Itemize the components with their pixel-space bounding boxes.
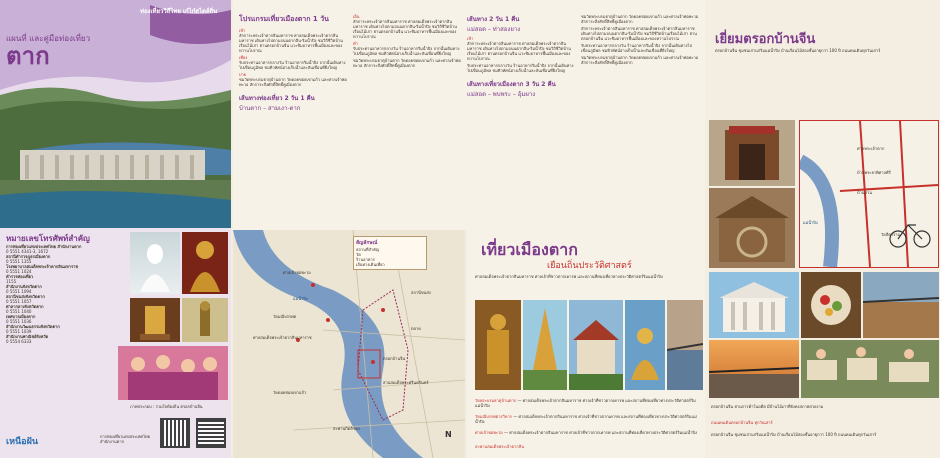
program-title-2day: เส้นทางท่องเที่ยว 2 วัน 1 คืน [239, 95, 315, 102]
map-label: ศาลสมเด็จพระเจ้าตากสินมหาราช [253, 335, 312, 340]
program-col-4 [581, 14, 699, 65]
river-bridge-photo [667, 300, 703, 390]
program-body-1: สักการะพระเจ้าตากสินมหาราช ศาลสมเด็จพระเจ้าตากสินมหาราช เดินทางไปตามถนนตากสิน-ริมน้ำปิง ชมวิถีชีวิตบ้านเรือนไม้เก่า ย่านตรอกบ้านจีน แวะชิมอาหารพื้นเมืองและของหวานโบราณ [239, 33, 343, 53]
chinatown-title: เยี่ยมตรอกบ้านจีน [715, 32, 816, 47]
chinatown-panel [707, 0, 940, 458]
history-title: เที่ยวเมืองตาก [481, 240, 578, 259]
chinatown-intro: ตรอกบ้านจีน ชุมชนเก่าแก่ริมแม่น้ำปิง บ้านเรือนไม้สองชั้นอายุกว่า 100 ปี ถนนคนเดินทุกวันเสาร์ [715, 48, 881, 53]
cover-panel [0, 0, 231, 228]
program-title-1day: โปรแกรมเที่ยวเมืองตาก 1 วัน [239, 15, 329, 23]
temple-interior-photo [130, 298, 180, 342]
contact-item: สถานีขนส่งจังหวัดตาก 0 5551 1057 [6, 294, 45, 304]
label-evening: เย็น [353, 14, 360, 19]
golden-statue-photo [182, 232, 228, 294]
sunset-river-photo [709, 340, 799, 398]
legend-item: วัด [356, 252, 361, 257]
history-item: ศาลเจ้าพ่อพะวอ — ศาลสมเด็จพระเจ้าตากสินมหาราช ศาลเจ้าที่ชาวตากเคารพ และสถานที่ท่องเที่ยวทางประวัติศาสตร์ริมแม่น้ำปิง [475, 430, 697, 435]
map-label: แม่น้ำปิง [293, 296, 308, 301]
chinatown-bottom-text: ตรอกบ้านจีน ย่านการค้าในอดีต มีบ้านไม้เก่าที่ยังคงสภาพสวยงาม [711, 404, 824, 409]
monument-photo [182, 298, 228, 342]
history-item: สะพานสมเด็จพระเจ้าตากสิน [475, 444, 524, 449]
label-morning-b: เช้า [467, 36, 474, 41]
program-body-2b: รับประทานอาหารกลางวัน ร้านอาหารริมน้ำปิง จากนั้นเดินทางไปเขื่อนภูมิพล ชมทิวทัศน์อ่างเก็บน้ำและสันเขื่อนที่ยิ่งใหญ่ [353, 46, 460, 56]
cover-title: ตาก [6, 42, 50, 70]
street-label: แม่น้ำปิง [803, 220, 818, 225]
map-legend [353, 236, 427, 270]
qr-code-2[interactable] [196, 418, 226, 448]
program-body-3d: ชมวัดพระบรมธาตุบ้านตาก วัดดอยข่อยเขาแก้ว และศาลเจ้าพ่อพะวอ สักการะสิ่งศักดิ์สิทธิ์คู่เมืองตาก [581, 55, 699, 65]
footer-logo-text: เหนือฝัน [6, 437, 38, 447]
label-night: ค่ำ [353, 41, 358, 46]
contacts-panel [0, 228, 231, 458]
program-route-3day: แม่สอด – พบพระ – อุ้มผาง [467, 91, 536, 98]
food-photo [801, 272, 861, 338]
waterfront-photo [863, 272, 939, 338]
photo-credit: ภาพประกอบ : รวมใจท้องถิ่น ตรอกบ้านจีน [130, 404, 203, 409]
program-route-2day-b: แม่สอด – ท่าสองยาง [467, 26, 521, 33]
street-label: บ้านสวน [857, 190, 872, 195]
golden-buddha-photo [625, 300, 665, 390]
contact-item: สำนักงานวัฒนธรรมจังหวัดตาก 0 5551 1039 [6, 324, 60, 334]
map-label: วัดดอยข่อยเขาแก้ว [273, 390, 307, 395]
legend-item: สถานที่สำคัญ [356, 247, 380, 252]
wooden-house-photo [709, 188, 795, 268]
program-body-3: ชมวัดพระบรมธาตุบ้านตาก วัดดอยข่อยเขาแก้ว และศาลเจ้าพ่อพะวอ สักการะสิ่งศักดิ์สิทธิ์คู่เมืองตาก [239, 77, 347, 87]
history-panel [467, 230, 705, 458]
program-body-2: รับประทานอาหารกลางวัน ร้านอาหารริมน้ำปิง จากนั้นเดินทางไปเขื่อนภูมิพล ชมทิวทัศน์อ่างเก็บน้ำและสันเขื่อนที่ยิ่งใหญ่ [239, 60, 346, 70]
street-label: ศาลพระเจ้าตาก [857, 146, 885, 151]
map-panel [233, 230, 465, 458]
street-label: บ้านพระยาพิศาลคีรี [857, 170, 891, 175]
history-intro: ศาลสมเด็จพระเจ้าตากสินมหาราช ศาลเจ้าที่ชาวตากเคารพ และสถานที่ท่องเที่ยวทางประวัติศาสตร์ริมแม่น้ำปิง [475, 274, 663, 279]
cover-subtitle: แผนที่ และคู่มือท่องเที่ยว [6, 34, 91, 43]
label-afternoon: บ่าย [239, 72, 247, 77]
map-label: สะพานกิตติขจร [333, 426, 361, 431]
program-panel [233, 0, 705, 230]
history-item: วัดมณีบรรพตวรวิหาร — ศาลสมเด็จพระเจ้าตากสินมหาราช ศาลเจ้าที่ชาวตากเคารพ และสถานที่ท่องเที่ยวทางประวัติศาสตร์ริมแม่น้ำปิง [475, 414, 697, 424]
qr-code-1[interactable] [160, 418, 190, 448]
contact-item: ตำรวจท่องเที่ยว 1155 [6, 274, 34, 284]
contact-item: โรงพยาบาลสมเด็จพระเจ้าตากสินมหาราช 0 5551 1024 [6, 264, 79, 274]
legend-title: สัญลักษณ์ [356, 240, 378, 246]
contact-item: สถานีตำรวจภูธรเมืองตาก 0 5551 1355 [6, 254, 51, 264]
map-label: วัดมณีบรรพต [273, 314, 297, 319]
chinatown-bottom-text-2: ตรอกบ้านจีน ชุมชนเก่าแก่ริมแม่น้ำปิง บ้านเรือนไม้สองชั้นอายุกว่า 100 ปี ถนนคนเดินทุกวันเสาร์ [711, 432, 877, 437]
contacts-list [6, 244, 126, 344]
legend-item: เส้นทางเดินเที่ยว [356, 262, 385, 267]
contact-item: สำนักงานจังหวัดตาก 0 5551 1094 [6, 284, 42, 294]
map-label: สถานีขนส่ง [411, 290, 431, 295]
map-label: ศาลเจ้าพ่อพะวอ [283, 270, 311, 275]
street-label: วัดสีตาราม [881, 232, 901, 237]
program-body-1b: สักการะพระเจ้าตากสินมหาราช ศาลสมเด็จพระเจ้าตากสินมหาราช เดินทางไปตามถนนตากสิน-ริมน้ำปิง ชมวิถีชีวิตบ้านเรือนไม้เก่า ย่านตรอกบ้านจีน แวะชิมอาหารพื้นเมืองและของหวานโบราณ [353, 19, 457, 39]
program-body-2d: รับประทานอาหารกลางวัน ร้านอาหารริมน้ำปิง จากนั้นเดินทางไปเขื่อนภูมิพล ชมทิวทัศน์อ่างเก็บน้ำและสันเขื่อนที่ยิ่งใหญ่ [581, 43, 693, 53]
contacts-heading: หมายเลขโทรศัพท์สำคัญ [6, 234, 90, 243]
program-title-2day-b: เส้นทาง 2 วัน 1 คืน [467, 16, 520, 23]
program-body-1d: สักการะพระเจ้าตากสินมหาราช ศาลสมเด็จพระเจ้าตากสินมหาราช เดินทางไปตามถนนตากสิน-ริมน้ำปิง ชมวิถีชีวิตบ้านเรือนไม้เก่า ย่านตรอกบ้านจีน แวะชิมอาหารพื้นเมืองและของหวานโบราณ [581, 26, 697, 41]
compass-icon: N [445, 430, 452, 439]
history-item: วัดพระบรมธาตุบ้านตาก — ศาลสมเด็จพระเจ้าตากสินมหาราช ศาลเจ้าที่ชาวตากเคารพ และสถานที่ท่องเที่ยวทางประวัติศาสตร์ริมแม่น้ำปิง [475, 398, 696, 408]
map-label: สวนสมเด็จพระศรีนครินทร์ [383, 380, 429, 385]
label-morning: เช้า [239, 28, 246, 33]
walking-street-text: ถนนคนเดินตรอกบ้านจีน ทุกวันเสาร์ [711, 420, 773, 425]
program-col-3 [467, 14, 575, 99]
program-body-1c: สักการะพระเจ้าตากสินมหาราช ศาลสมเด็จพระเจ้าตากสินมหาราช เดินทางไปตามถนนตากสิน-ริมน้ำปิง ชมวิถีชีวิตบ้านเรือนไม้เก่า ย่านตรอกบ้านจีน แวะชิมอาหารพื้นเมืองและของหวานโบราณ [467, 41, 571, 61]
contact-item: สำนักงานพาณิชย์จังหวัด 0 5554 6333 [6, 334, 49, 344]
program-col-2 [353, 14, 461, 68]
king-statue-photo [475, 300, 521, 390]
label-noon: เที่ยง [239, 55, 248, 60]
chinese-shrine-photo [709, 120, 795, 186]
market-photo [801, 340, 939, 398]
contact-item: ศาลากลางจังหวัดตาก 0 5551 1040 [6, 304, 44, 314]
buddha-photo [130, 232, 180, 294]
people-photo [118, 346, 228, 400]
legend-item: ร้านอาหาร [356, 257, 375, 262]
history-subtitle: เยือนถิ่นประวัติศาสตร์ [547, 261, 632, 271]
footer-org: การท่องเที่ยวแห่งประเทศไทย สำนักงานตาก [100, 434, 150, 444]
contact-item: การท่องเที่ยวแห่งประเทศไทย สำนักงานตาก 0 5551 4341-3, 1672 [6, 244, 82, 254]
map-label: ตลาด [411, 326, 421, 331]
temple-hall-photo [569, 300, 623, 390]
colonial-house-photo [709, 272, 799, 338]
cover-tagline: ท่องเที่ยววิถีไทย เก๋ไก๋สไตล์ถิ่น [140, 8, 218, 15]
map-label: ตรอกบ้านจีน [383, 356, 406, 361]
pagoda-photo [523, 300, 567, 390]
program-route-2day: บ้านตาก – สามเงา-ตาก [239, 105, 301, 112]
program-body-3c: ชมวัดพระบรมธาตุบ้านตาก วัดดอยข่อยเขาแก้ว และศาลเจ้าพ่อพะวอ สักการะสิ่งศักดิ์สิทธิ์คู่เมืองตาก [581, 14, 699, 24]
program-title-3day: เส้นทางเที่ยวเมืองตาก 3 วัน 2 คืน [467, 81, 556, 88]
program-body-3b: ชมวัดพระบรมธาตุบ้านตาก วัดดอยข่อยเขาแก้ว และศาลเจ้าพ่อพะวอ สักการะสิ่งศักดิ์สิทธิ์คู่เมืองตาก [353, 58, 461, 68]
program-col-1 [239, 14, 347, 113]
program-body-2c: รับประทานอาหารกลางวัน ร้านอาหารริมน้ำปิง จากนั้นเดินทางไปเขื่อนภูมิพล ชมทิวทัศน์อ่างเก็บน้ำและสันเขื่อนที่ยิ่งใหญ่ [467, 63, 574, 73]
contact-item: เทศบาลเมืองตาก 0 5551 1036 [6, 314, 36, 324]
town-map [233, 230, 465, 458]
